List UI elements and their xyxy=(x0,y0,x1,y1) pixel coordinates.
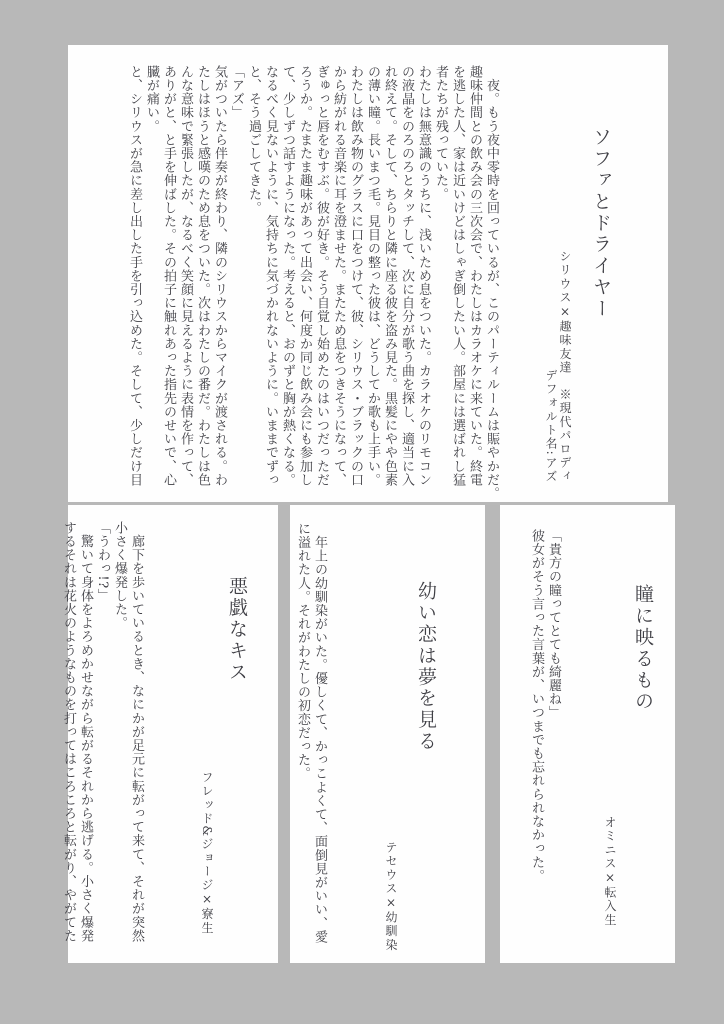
text-column: 「アズ」 xyxy=(229,65,244,120)
panel-mischievous-kiss xyxy=(61,505,278,963)
text-column: 彼女がそう言った言葉が、いつまでも忘れられなかった。 xyxy=(529,529,544,883)
text-column: て、少しずつ話すようになった。考えると、おのずと胸が熱くなる。 xyxy=(280,65,295,487)
text-column: と、そう過ごしてきた。 xyxy=(246,65,261,215)
story-title-young-love: 幼い恋は夢を見る xyxy=(415,581,437,753)
text-column: 気がついたら伴奏が終わり、隣のシリウスからマイクが渡される。わ xyxy=(212,65,227,487)
text-column: を逃した人、家は近いけどはしゃぎ倒したい人。部屋には選ばれし猛 xyxy=(450,65,465,487)
text-column: たしはほうと感嘆のため息をついた。次はわたしの番だ。わたしは色 xyxy=(195,65,210,487)
text-column: の薄い瞳。長いまつ毛。見目の整った彼は、どうしてか歌も上手い。 xyxy=(365,65,380,487)
story-title-sofa-and-dryer: ソファとドライヤー xyxy=(590,127,612,320)
text-column: 臓が痛い。 xyxy=(144,65,159,133)
panel-sofa-and-dryer xyxy=(68,45,668,502)
pairing-label-fred-george: フレッド&ジョージ×寮生 xyxy=(200,771,214,935)
text-column: れ終えて。そして、ちらりと隣に座る彼を盗み見た。黒髪にやや色素 xyxy=(382,65,397,487)
story-excerpt-eyes-reflection xyxy=(528,529,562,883)
story-title-eyes-reflection: 瞳に映るもの xyxy=(632,584,654,713)
text-column: 年上の幼馴染がいた。優しくて、かっこよくて、面倒見がいい、愛 xyxy=(312,522,327,944)
text-column: 驚いて身体をよろめかせながら転がるそれから逃げる。小さく爆発 xyxy=(78,521,93,943)
text-column: の液晶をのろのろとタッチして、次に自分が歌う曲を探し、適当に入 xyxy=(399,65,414,487)
story-excerpt-mischievous-kiss xyxy=(60,521,145,943)
text-column: 「貴方の瞳ってとても綺麗ね」 xyxy=(546,529,561,720)
text-column: 小さく爆発した。 xyxy=(112,521,127,630)
text-column: んな意味で緊張したが、なるべく笑顔に見えるように表情を作って、 xyxy=(178,65,193,487)
text-column: 夜。もう夜中零時を回っているが、このパーティルームは賑やかだ。 xyxy=(484,65,499,501)
pairing-label-sirius: シリウス×趣味友達 ※現代パロディ xyxy=(558,249,572,483)
text-column: に溢れた人。それがわたしの初恋だった。 xyxy=(295,522,310,781)
text-column: 廊下を歩いているとき、なにかが足元に転がって来て、それが突然 xyxy=(129,521,144,943)
text-column: するそれは花火のようなものを打ってはころころと転がり、やがてた xyxy=(61,521,76,943)
text-column: 趣味仲間との飲み会の三次会で、わたしはカラオケに来ていた。終電 xyxy=(467,65,482,487)
text-column: と、シリウスが急に差し出した手を引っ込めた。そして、少しだけ目 xyxy=(127,65,142,487)
text-column: なるべく見ないように、気持ちに気づかれないように。いままでずっ xyxy=(263,65,278,487)
default-name-label: デフォルト名:アズ xyxy=(544,368,558,483)
panel-eyes-reflection xyxy=(500,505,675,963)
panel-young-love xyxy=(290,505,485,963)
text-column: ろうか。たまたま趣味があって出会い、何度か同じ飲み会にも参加し xyxy=(297,65,312,487)
pairing-label-ominis: オミニス×転入生 xyxy=(603,816,617,927)
story-excerpt-sofa-and-dryer xyxy=(126,65,500,500)
text-column: ありがと、と手を伸ばした。その拍子に触れあった指先のせいで、心 xyxy=(161,65,176,487)
text-column: わたしは飲み物のグラスに口をつけて、彼、シリウス・ブラックの口 xyxy=(348,65,363,487)
text-column: 「うわっ!?」 xyxy=(95,521,110,603)
text-column: から紡がれる音楽に耳を澄ませた。またため息をつきそうになって、 xyxy=(331,65,346,487)
story-title-mischievous-kiss: 悪戯なキス xyxy=(226,576,248,683)
text-column: ぎゅっと唇をむすぶ。彼が好き。そう自覚し始めたのはいつだっただ xyxy=(314,65,329,487)
text-column: わたしは無意識のうちに、浅いため息をついた。カラオケのリモコン xyxy=(416,65,431,487)
pairing-label-theseus: テセウス×幼馴染 xyxy=(384,841,398,952)
story-excerpt-young-love xyxy=(294,522,328,944)
text-column: 者たちが残っていた。 xyxy=(433,65,448,201)
